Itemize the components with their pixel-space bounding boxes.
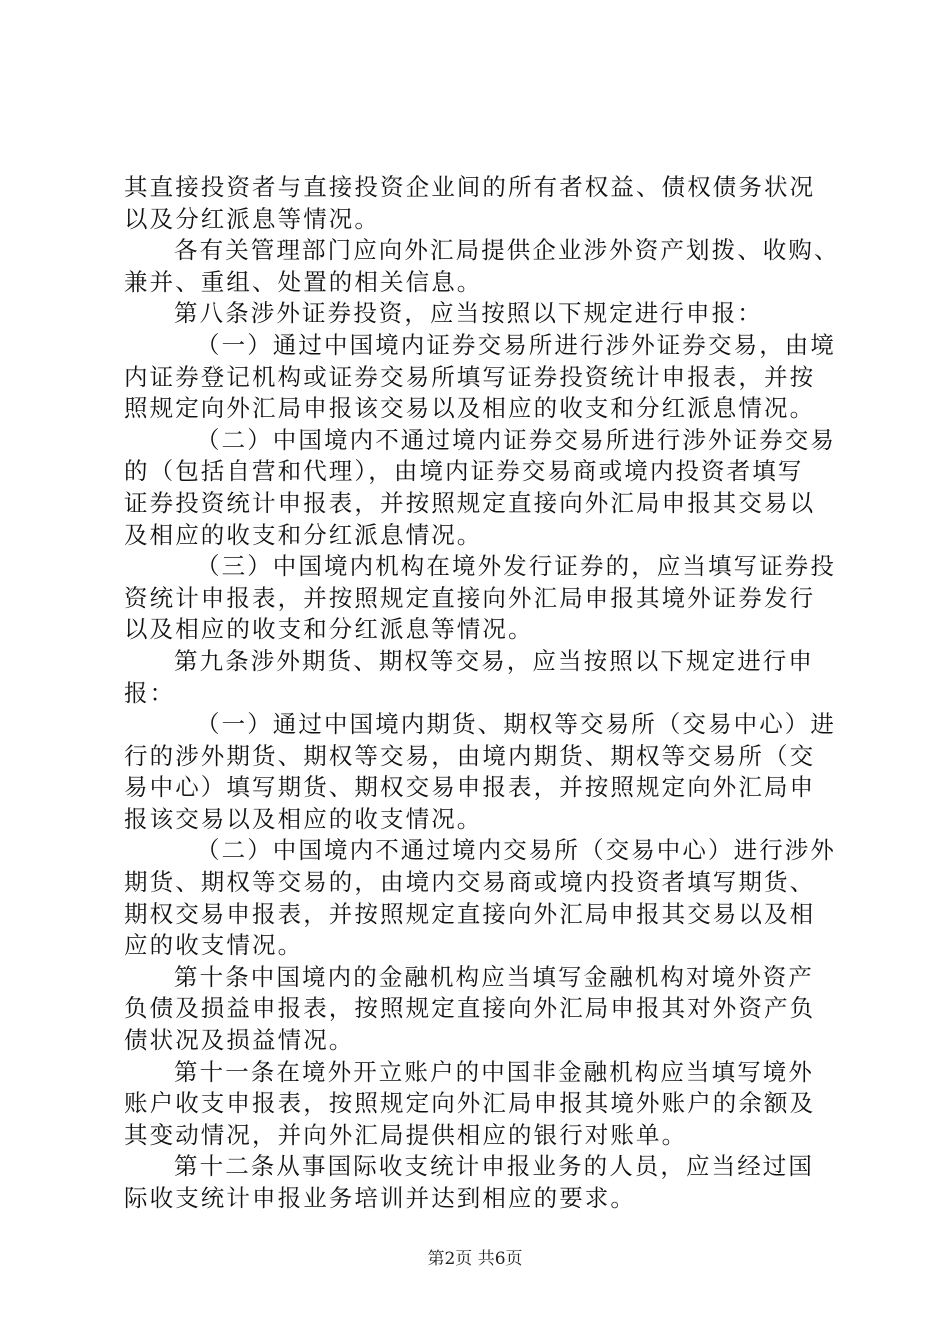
- text-line: 以及分红派息等情况。: [124, 204, 380, 233]
- page-number-footer: 第2页 共6页: [427, 1249, 523, 1269]
- article-9-heading: 第九条涉外期货、期权等交易，应当按照以下规定进行申: [174, 646, 814, 675]
- text-line: 其变动情况，并向外汇局提供相应的银行对账单。: [124, 1120, 688, 1149]
- text-line: 资统计申报表，并按照规定直接向外汇局申报其境外证券发行: [124, 583, 816, 612]
- text-line: 以及相应的收支和分红派息等情况。: [124, 615, 534, 644]
- text-line: 证券投资统计申报表，并按照规定直接向外汇局申报其交易以: [124, 488, 816, 517]
- text-line: 兼并、重组、处置的相关信息。: [124, 267, 483, 296]
- text-line: 期货、期权等交易的，由境内交易商或境内投资者填写期货、: [124, 868, 816, 897]
- text-line: 照规定向外汇局申报该交易以及相应的收支和分红派息情况。: [124, 394, 816, 423]
- document-body: [124, 172, 839, 1215]
- text-line: 易中心）填写期货、期权交易申报表，并按照规定向外汇局申: [124, 773, 816, 802]
- article-9-item-2: （二）中国境内不通过境内交易所（交易中心）进行涉外: [196, 836, 836, 865]
- text-line: 其直接投资者与直接投资企业间的所有者权益、债权债务状况: [124, 173, 816, 201]
- text-line: 应的收支情况。: [124, 931, 304, 960]
- article-8-item-1: （一）通过中国境内证券交易所进行涉外证券交易，由境: [196, 330, 836, 359]
- text-line: 及相应的收支和分红派息情况。: [124, 520, 483, 549]
- text-line: 债状况及损益情况。: [124, 1026, 355, 1055]
- paragraph-start: 各有关管理部门应向外汇局提供企业涉外资产划拨、收购、: [174, 236, 840, 265]
- text-line: 负债及损益申报表，按照规定直接向外汇局申报其对外资产负: [124, 994, 816, 1023]
- text-line: 期权交易申报表，并按照规定直接向外汇局申报其交易以及相: [124, 899, 816, 928]
- article-9-item-1: （一）通过中国境内期货、期权等交易所（交易中心）进: [196, 710, 836, 739]
- text-line: 际收支统计申报业务培训并达到相应的要求。: [124, 1184, 636, 1212]
- article-8-heading: 第八条涉外证券投资，应当按照以下规定进行申报：: [174, 299, 763, 328]
- text-line: 报该交易以及相应的收支情况。: [124, 804, 483, 833]
- article-8-item-3: （三）中国境内机构在境外发行证券的，应当填写证券投: [196, 552, 836, 581]
- text-line: 报：: [124, 678, 176, 707]
- text-line: 的（包括自营和代理），由境内证券交易商或境内投资者填写: [124, 457, 804, 486]
- text-line: 账户收支申报表，按照规定向外汇局申报其境外账户的余额及: [124, 1089, 816, 1118]
- article-8-item-2: （二）中国境内不通过境内证券交易所进行涉外证券交易: [196, 425, 836, 454]
- text-line: 行的涉外期货、期权等交易，由境内期货、期权等交易所（交: [124, 741, 816, 770]
- text-line: 内证券登记机构或证券交易所填写证券投资统计申报表，并按: [124, 362, 816, 391]
- article-10: 第十条中国境内的金融机构应当填写金融机构对境外资产: [174, 962, 814, 991]
- article-12: 第十二条从事国际收支统计申报业务的人员，应当经过国: [174, 1152, 814, 1181]
- article-11: 第十一条在境外开立账户的中国非金融机构应当填写境外: [174, 1057, 814, 1086]
